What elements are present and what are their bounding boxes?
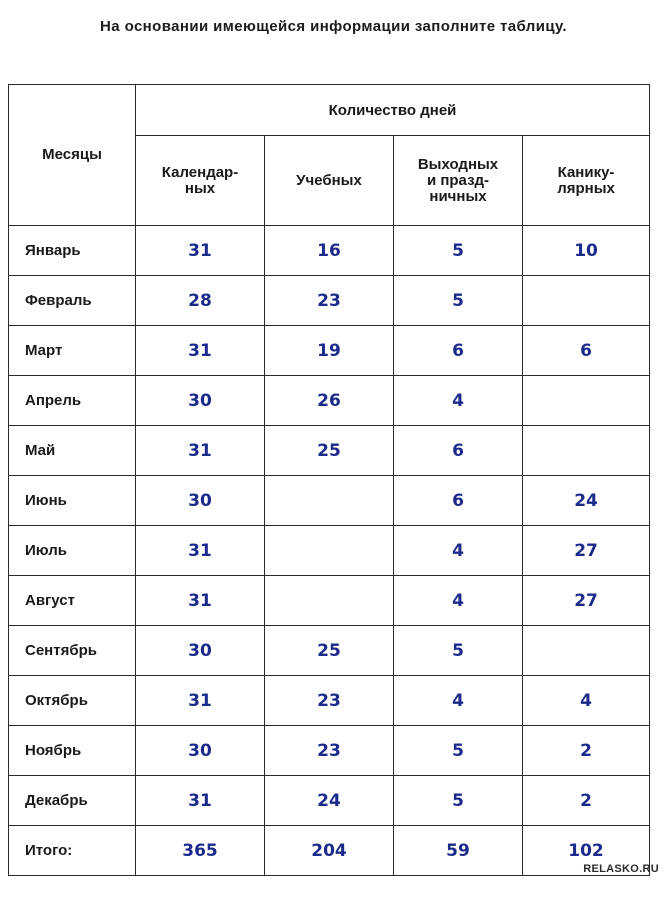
days-table: [8, 84, 650, 876]
month-name: Октябрь: [9, 676, 136, 726]
month-name: Сентябрь: [9, 626, 136, 676]
total-label: Итого:: [9, 826, 136, 876]
total-calendar: 365: [136, 826, 265, 876]
calendar-days: 28: [136, 276, 265, 326]
table-row: [9, 726, 650, 776]
holiday-days: [523, 426, 650, 476]
table-row: [9, 376, 650, 426]
header-study: Учебных: [265, 136, 394, 226]
total-weekend: 59: [394, 826, 523, 876]
study-days: 23: [265, 726, 394, 776]
weekend-days: 6: [394, 426, 523, 476]
calendar-days: 30: [136, 376, 265, 426]
study-days: 25: [265, 626, 394, 676]
table-row: [9, 576, 650, 626]
table-row: [9, 776, 650, 826]
header-months: Месяцы: [9, 85, 136, 226]
weekend-days: 5: [394, 726, 523, 776]
weekend-days: 5: [394, 776, 523, 826]
instruction-text: На основании имеющейся информации заполните таблицу.: [100, 18, 567, 35]
holiday-days: 2: [523, 726, 650, 776]
month-name: Январь: [9, 226, 136, 276]
month-name: Май: [9, 426, 136, 476]
study-days: 26: [265, 376, 394, 426]
holiday-days: 27: [523, 526, 650, 576]
watermark: RELASKO.RU: [583, 863, 659, 875]
weekend-days: 5: [394, 226, 523, 276]
header-calendar: Календар- ных: [136, 136, 265, 226]
weekend-days: 4: [394, 676, 523, 726]
calendar-days: 30: [136, 626, 265, 676]
study-days: 19: [265, 326, 394, 376]
weekend-days: 6: [394, 476, 523, 526]
calendar-days: 31: [136, 326, 265, 376]
weekend-days: 5: [394, 276, 523, 326]
weekend-days: 4: [394, 526, 523, 576]
weekend-days: 4: [394, 576, 523, 626]
month-name: Декабрь: [9, 776, 136, 826]
study-days: 16: [265, 226, 394, 276]
calendar-days: 30: [136, 476, 265, 526]
calendar-days: 31: [136, 676, 265, 726]
month-name: Апрель: [9, 376, 136, 426]
table-row: [9, 426, 650, 476]
study-days: 24: [265, 776, 394, 826]
holiday-days: 6: [523, 326, 650, 376]
study-days: 23: [265, 676, 394, 726]
table-row: [9, 326, 650, 376]
table-row: [9, 676, 650, 726]
study-days: [265, 476, 394, 526]
holiday-days: [523, 626, 650, 676]
study-days: [265, 576, 394, 626]
month-name: Ноябрь: [9, 726, 136, 776]
table-row: [9, 476, 650, 526]
study-days: 25: [265, 426, 394, 476]
holiday-days: 24: [523, 476, 650, 526]
total-row: [9, 826, 650, 876]
header-days-count: Количество дней: [136, 85, 650, 136]
total-study: 204: [265, 826, 394, 876]
weekend-days: 5: [394, 626, 523, 676]
holiday-days: [523, 276, 650, 326]
calendar-days: 31: [136, 526, 265, 576]
month-name: Февраль: [9, 276, 136, 326]
holiday-days: 2: [523, 776, 650, 826]
weekend-days: 4: [394, 376, 523, 426]
month-name: Июль: [9, 526, 136, 576]
table-row: [9, 276, 650, 326]
calendar-days: 31: [136, 226, 265, 276]
holiday-days: 4: [523, 676, 650, 726]
study-days: [265, 526, 394, 576]
calendar-days: 31: [136, 576, 265, 626]
header-holiday: Канику- лярных: [523, 136, 650, 226]
table-row: [9, 526, 650, 576]
holiday-days: 10: [523, 226, 650, 276]
holiday-days: 27: [523, 576, 650, 626]
month-name: Март: [9, 326, 136, 376]
weekend-days: 6: [394, 326, 523, 376]
total-holiday: 102: [523, 826, 650, 876]
table-row: [9, 226, 650, 276]
study-days: 23: [265, 276, 394, 326]
calendar-days: 30: [136, 726, 265, 776]
table-row: [9, 626, 650, 676]
calendar-days: 31: [136, 426, 265, 476]
holiday-days: [523, 376, 650, 426]
header-weekend: Выходных и празд- ничных: [394, 136, 523, 226]
month-name: Июнь: [9, 476, 136, 526]
month-name: Август: [9, 576, 136, 626]
calendar-days: 31: [136, 776, 265, 826]
